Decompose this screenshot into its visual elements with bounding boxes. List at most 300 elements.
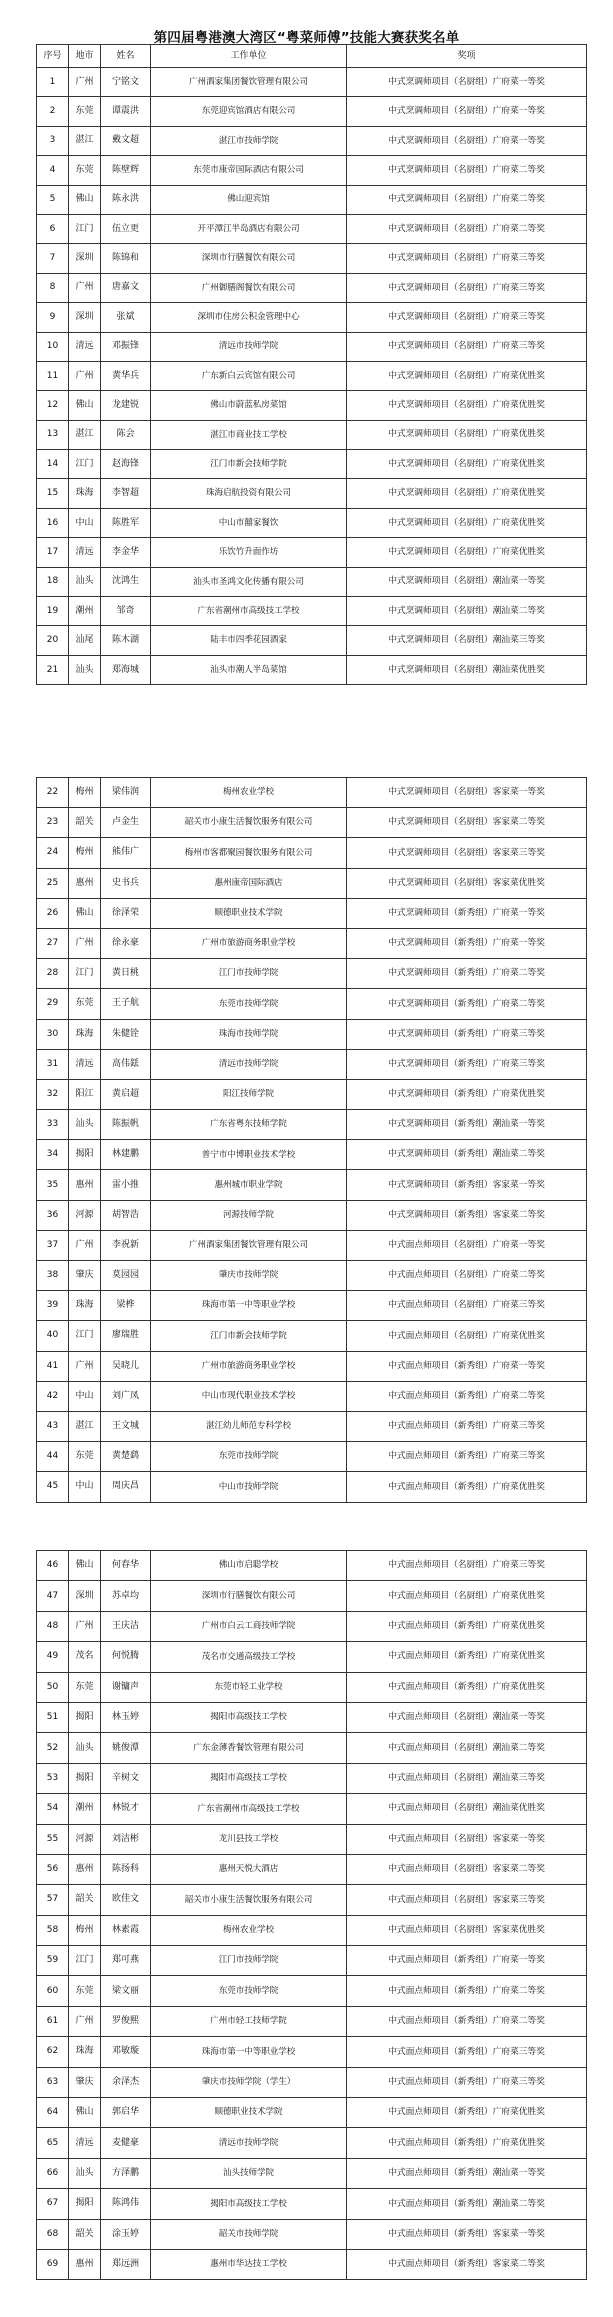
cell-unit: 东莞市技师学院 [151,1976,347,2006]
cell-unit: 惠州市华达技工学校 [151,2249,347,2279]
cell-award: 中式烹调师项目（名厨组）广府菜二等奖 [347,185,587,214]
cell-no: 56 [37,1854,69,1884]
cell-unit: 东莞市轻工业学校 [151,1672,347,1702]
cell-unit: 肇庆市技师学院（学生） [151,2067,347,2097]
cell-city: 梅州 [69,1915,101,1945]
cell-unit: 东莞市技师学院 [151,989,347,1019]
cell-unit: 惠州城市职业学院 [151,1170,347,1200]
cell-name: 欧佳文 [101,1885,151,1915]
cell-no: 19 [37,597,69,626]
table-row [37,1976,587,2006]
cell-unit: 深圳市住房公积金管理中心 [151,303,347,332]
cell-city: 潮州 [69,1794,101,1824]
table-row [37,567,587,596]
cell-name: 郑远洲 [101,2249,151,2279]
table-row [37,391,587,420]
table-row [37,450,587,479]
cell-name: 姚俊潭 [101,1733,151,1763]
cell-award: 中式烹调师项目（新秀组）广府菜三等奖 [347,1019,587,1049]
cell-no: 63 [37,2067,69,2097]
cell-unit: 东莞市康帝国际酒店有限公司 [151,156,347,185]
cell-city: 梅州 [69,778,101,808]
cell-name: 雷小推 [101,1170,151,1200]
cell-award: 中式烹调师项目（名厨组）广府菜三等奖 [347,244,587,273]
cell-award: 中式面点师项目（名厨组）广府菜优胜奖 [347,1581,587,1611]
cell-unit: 江门市技师学院 [151,1946,347,1976]
cell-city: 惠州 [69,1170,101,1200]
cell-name: 赵海锋 [101,450,151,479]
cell-no: 48 [37,1611,69,1641]
header-city: 地市 [69,45,101,68]
cell-city: 肇庆 [69,2067,101,2097]
cell-no: 22 [37,778,69,808]
cell-unit: 佛山迎宾馆 [151,185,347,214]
cell-name: 胡智浩 [101,1200,151,1230]
cell-no: 61 [37,2006,69,2036]
cell-award: 中式面点师项目（新秀组）广府菜优胜奖 [347,1672,587,1702]
table-row [37,959,587,989]
cell-award: 中式烹调师项目（名厨组）广府菜优胜奖 [347,508,587,537]
cell-name: 李祝新 [101,1230,151,1260]
table-row [37,2189,587,2219]
cell-no: 20 [37,626,69,655]
cell-award: 中式烹调师项目（新秀组）客家菜二等奖 [347,1200,587,1230]
cell-city: 湛江 [69,420,101,449]
table-row [37,838,587,868]
cell-unit: 阳江技师学院 [151,1079,347,1109]
cell-award: 中式面点师项目（名厨组）广府菜三等奖 [347,1551,587,1581]
cell-no: 13 [37,420,69,449]
cell-award: 中式烹调师项目（名厨组）广府菜三等奖 [347,332,587,361]
cell-name: 余泽杰 [101,2067,151,2097]
cell-unit: 广东省潮州市高级技工学校 [151,1794,347,1824]
cell-name: 陈木湖 [101,626,151,655]
table-row [37,808,587,838]
cell-award: 中式烹调师项目（名厨组）广府菜优胜奖 [347,479,587,508]
cell-unit: 湛江市技师学院 [151,126,347,155]
cell-city: 揭阳 [69,1702,101,1732]
table-row [37,97,587,126]
award-table-page-1 [36,44,587,685]
cell-city: 汕头 [69,1733,101,1763]
cell-name: 谭震洪 [101,97,151,126]
cell-award: 中式面点师项目（新秀组）广府菜三等奖 [347,1442,587,1472]
cell-award: 中式面点师项目（新秀组）客家菜一等奖 [347,2219,587,2249]
cell-no: 6 [37,214,69,243]
cell-unit: 韶关市技师学院 [151,2219,347,2249]
cell-award: 中式烹调师项目（名厨组）广府菜优胜奖 [347,391,587,420]
cell-unit: 韶关市小康生活餐饮服务有限公司 [151,1885,347,1915]
cell-no: 33 [37,1110,69,1140]
table-row [37,361,587,390]
cell-city: 湛江 [69,126,101,155]
cell-no: 27 [37,928,69,958]
cell-name: 陈振帆 [101,1110,151,1140]
cell-name: 李金华 [101,538,151,567]
cell-no: 15 [37,479,69,508]
cell-name: 涂玉婷 [101,2219,151,2249]
cell-city: 韶关 [69,808,101,838]
cell-no: 14 [37,450,69,479]
table-row [37,1140,587,1170]
cell-award: 中式面点师项目（新秀组）广府菜优胜奖 [347,2128,587,2158]
cell-city: 汕尾 [69,626,101,655]
cell-award: 中式面点师项目（新秀组）广府菜优胜奖 [347,1642,587,1672]
cell-city: 汕头 [69,2158,101,2188]
cell-name: 林锐才 [101,1794,151,1824]
table-row [37,597,587,626]
cell-unit: 江门市新会技师学院 [151,1321,347,1351]
table-row [37,538,587,567]
cell-unit: 梅州农业学校 [151,778,347,808]
table-row [37,1611,587,1641]
cell-award: 中式烹调师项目（新秀组）广府菜二等奖 [347,959,587,989]
cell-award: 中式面点师项目（名厨组）潮汕菜三等奖 [347,1763,587,1793]
cell-no: 21 [37,655,69,684]
cell-no: 39 [37,1291,69,1321]
cell-no: 67 [37,2189,69,2219]
cell-unit: 乐饮竹升面作坊 [151,538,347,567]
cell-no: 62 [37,2037,69,2067]
table-row [37,1110,587,1140]
cell-award: 中式面点师项目（新秀组）广府菜三等奖 [347,2037,587,2067]
table-row [37,928,587,958]
cell-no: 11 [37,361,69,390]
cell-award: 中式面点师项目（新秀组）广府菜二等奖 [347,1976,587,2006]
cell-no: 46 [37,1551,69,1581]
table-row [37,1581,587,1611]
cell-name: 麦健豪 [101,2128,151,2158]
table-row [37,1946,587,1976]
cell-name: 郑海城 [101,655,151,684]
cell-award: 中式面点师项目（新秀组）广府菜二等奖 [347,1381,587,1411]
cell-name: 吴晓儿 [101,1351,151,1381]
table-row [37,420,587,449]
cell-city: 江门 [69,214,101,243]
table-row [37,1079,587,1109]
cell-award: 中式面点师项目（新秀组）客家菜二等奖 [347,2249,587,2279]
cell-name: 邓振锋 [101,332,151,361]
cell-city: 佛山 [69,185,101,214]
cell-award: 中式烹调师项目（名厨组）广府菜一等奖 [347,126,587,155]
table-row [37,1763,587,1793]
cell-award: 中式烹调师项目（新秀组）潮汕菜一等奖 [347,1110,587,1140]
table-row [37,989,587,1019]
table-header-row [37,45,587,68]
table-row [37,898,587,928]
cell-city: 清远 [69,538,101,567]
cell-name: 史书兵 [101,868,151,898]
table-row [37,126,587,155]
cell-name: 郭启华 [101,2098,151,2128]
cell-no: 50 [37,1672,69,1702]
cell-name: 沈鸿生 [101,567,151,596]
cell-name: 伍立更 [101,214,151,243]
cell-city: 佛山 [69,898,101,928]
cell-city: 广州 [69,273,101,302]
table-row [37,2158,587,2188]
table-row [37,273,587,302]
cell-unit: 清远市技师学院 [151,1049,347,1079]
cell-award: 中式烹调师项目（新秀组）广府菜优胜奖 [347,1079,587,1109]
table-row [37,1442,587,1472]
cell-award: 中式烹调师项目（名厨组）客家菜三等奖 [347,838,587,868]
cell-city: 佛山 [69,2098,101,2128]
cell-city: 中山 [69,1472,101,1502]
cell-city: 江门 [69,1946,101,1976]
cell-unit: 揭阳市高级技工学校 [151,1763,347,1793]
cell-name: 黄华兵 [101,361,151,390]
cell-name: 卢金生 [101,808,151,838]
cell-unit: 茂名市交通高级技工学校 [151,1642,347,1672]
cell-name: 郑可燕 [101,1946,151,1976]
cell-no: 42 [37,1381,69,1411]
cell-unit: 江门市新会技师学院 [151,450,347,479]
cell-city: 珠海 [69,1291,101,1321]
cell-name: 张斌 [101,303,151,332]
cell-award: 中式面点师项目（新秀组）广府菜二等奖 [347,2006,587,2036]
cell-award: 中式烹调师项目（新秀组）广府菜一等奖 [347,898,587,928]
cell-no: 24 [37,838,69,868]
cell-no: 68 [37,2219,69,2249]
cell-city: 汕头 [69,1110,101,1140]
cell-city: 揭阳 [69,1140,101,1170]
header-no: 序号 [37,45,69,68]
cell-no: 51 [37,1702,69,1732]
cell-city: 深圳 [69,1581,101,1611]
cell-unit: 深圳市行膳餐饮有限公司 [151,244,347,273]
cell-name: 王子航 [101,989,151,1019]
cell-no: 45 [37,1472,69,1502]
cell-award: 中式烹调师项目（名厨组）广府菜优胜奖 [347,420,587,449]
cell-award: 中式面点师项目（名厨组）潮汕菜优胜奖 [347,1794,587,1824]
table-row [37,156,587,185]
cell-name: 邹奇 [101,597,151,626]
cell-no: 66 [37,2158,69,2188]
table-row [37,1672,587,1702]
cell-award: 中式烹调师项目（名厨组）广府菜二等奖 [347,214,587,243]
cell-unit: 梅州市客都聚园餐饮服务有限公司 [151,838,347,868]
cell-name: 莫园园 [101,1261,151,1291]
cell-city: 广州 [69,68,101,97]
cell-no: 9 [37,303,69,332]
cell-name: 陈锦和 [101,244,151,273]
cell-unit: 广东新白云宾馆有限公司 [151,361,347,390]
table-row [37,1261,587,1291]
cell-no: 44 [37,1442,69,1472]
cell-name: 戴文超 [101,126,151,155]
cell-unit: 揭阳市高级技工学校 [151,1702,347,1732]
table-row [37,1472,587,1502]
table-row [37,508,587,537]
cell-city: 佛山 [69,1551,101,1581]
cell-city: 惠州 [69,2249,101,2279]
cell-unit: 珠海启航投资有限公司 [151,479,347,508]
cell-award: 中式面点师项目（新秀组）潮汕菜一等奖 [347,2158,587,2188]
cell-name: 黄日桃 [101,959,151,989]
cell-unit: 广州市旅游商务职业学校 [151,928,347,958]
cell-name: 陈壁辉 [101,156,151,185]
header-award: 奖项 [347,45,587,68]
cell-award: 中式烹调师项目（名厨组）潮汕菜三等奖 [347,626,587,655]
cell-no: 34 [37,1140,69,1170]
cell-award: 中式烹调师项目（名厨组）潮汕菜优胜奖 [347,655,587,684]
cell-award: 中式面点师项目（新秀组）广府菜三等奖 [347,2067,587,2097]
cell-unit: 中山市技师学院 [151,1472,347,1502]
table-row [37,2037,587,2067]
cell-city: 东莞 [69,1442,101,1472]
cell-name: 龙建锐 [101,391,151,420]
table-row [37,1794,587,1824]
award-table-page-3 [36,1550,587,2280]
cell-city: 茂名 [69,1642,101,1672]
cell-no: 59 [37,1946,69,1976]
cell-city: 湛江 [69,1411,101,1441]
cell-unit: 佛山市启聪学校 [151,1551,347,1581]
cell-award: 中式面点师项目（新秀组）广府菜三等奖 [347,1411,587,1441]
cell-city: 清远 [69,1049,101,1079]
cell-unit: 珠海市第一中等职业学校 [151,2037,347,2067]
cell-city: 河源 [69,1824,101,1854]
cell-name: 方泽鹏 [101,2158,151,2188]
cell-no: 49 [37,1642,69,1672]
table-row [37,2067,587,2097]
cell-no: 2 [37,97,69,126]
cell-award: 中式烹调师项目（名厨组）广府菜三等奖 [347,303,587,332]
cell-city: 佛山 [69,391,101,420]
cell-award: 中式面点师项目（名厨组）广府菜二等奖 [347,1261,587,1291]
cell-unit: 湛江市商业技工学校 [151,420,347,449]
cell-award: 中式面点师项目（新秀组）潮汕菜二等奖 [347,2189,587,2219]
cell-unit: 广州酒家集团餐饮管理有限公司 [151,68,347,97]
cell-city: 东莞 [69,97,101,126]
cell-unit: 广州御膳阁餐饮有限公司 [151,273,347,302]
cell-unit: 广东省粤东技师学院 [151,1110,347,1140]
cell-unit: 佛山市蔚蓝私房菜馆 [151,391,347,420]
cell-city: 珠海 [69,1019,101,1049]
cell-unit: 汕头市圣鸿文化传播有限公司 [151,567,347,596]
cell-city: 广州 [69,928,101,958]
cell-unit: 汕头市潮人半岛菜馆 [151,655,347,684]
cell-city: 广州 [69,361,101,390]
cell-unit: 广州酒家集团餐饮管理有限公司 [151,1230,347,1260]
cell-award: 中式面点师项目（名厨组）潮汕菜二等奖 [347,1733,587,1763]
cell-name: 王文城 [101,1411,151,1441]
cell-name: 陈鸿伟 [101,2189,151,2219]
table-row [37,2098,587,2128]
cell-award: 中式面点师项目（新秀组）广府菜优胜奖 [347,2098,587,2128]
table-row [37,1702,587,1732]
cell-city: 梅州 [69,838,101,868]
cell-name: 梁桦 [101,1291,151,1321]
cell-unit: 清远市技师学院 [151,2128,347,2158]
cell-unit: 清远市技师学院 [151,332,347,361]
header-name: 姓名 [101,45,151,68]
cell-city: 清远 [69,2128,101,2158]
cell-city: 东莞 [69,1672,101,1702]
cell-name: 陈胜军 [101,508,151,537]
cell-city: 韶关 [69,1885,101,1915]
cell-no: 32 [37,1079,69,1109]
cell-award: 中式烹调师项目（新秀组）广府菜一等奖 [347,928,587,958]
cell-no: 18 [37,567,69,596]
cell-award: 中式烹调师项目（新秀组）广府菜二等奖 [347,989,587,1019]
cell-city: 珠海 [69,2037,101,2067]
cell-unit: 河源技师学院 [151,1200,347,1230]
table-row [37,303,587,332]
cell-unit: 梅州农业学校 [151,1915,347,1945]
cell-city: 汕头 [69,567,101,596]
cell-award: 中式面点师项目（新秀组）广府菜优胜奖 [347,1611,587,1641]
cell-no: 30 [37,1019,69,1049]
cell-award: 中式烹调师项目（新秀组）广府菜三等奖 [347,1049,587,1079]
table-row [37,2249,587,2279]
cell-unit: 江门市技师学院 [151,959,347,989]
table-row [37,1411,587,1441]
cell-no: 36 [37,1200,69,1230]
cell-city: 惠州 [69,868,101,898]
cell-name: 林素霞 [101,1915,151,1945]
cell-name: 林玉婷 [101,1702,151,1732]
table-row [37,1351,587,1381]
cell-award: 中式面点师项目（名厨组）广府菜一等奖 [347,1230,587,1260]
cell-name: 王庆洁 [101,1611,151,1641]
cell-no: 5 [37,185,69,214]
table-row [37,1321,587,1351]
cell-unit: 中山市现代职业技术学校 [151,1381,347,1411]
cell-unit: 汕头技师学院 [151,2158,347,2188]
table-row [37,1733,587,1763]
cell-no: 54 [37,1794,69,1824]
cell-award: 中式面点师项目（新秀组）广府菜一等奖 [347,1351,587,1381]
cell-name: 邓敏璇 [101,2037,151,2067]
cell-unit: 龙川县技工学校 [151,1824,347,1854]
cell-city: 珠海 [69,479,101,508]
cell-name: 李智超 [101,479,151,508]
cell-unit: 东莞迎宾馆酒店有限公司 [151,97,347,126]
cell-unit: 珠海市第一中等职业学校 [151,1291,347,1321]
cell-unit: 普宁市中博职业技术学校 [151,1140,347,1170]
cell-city: 东莞 [69,989,101,1019]
table-row [37,1019,587,1049]
cell-name: 熊伟广 [101,838,151,868]
cell-no: 12 [37,391,69,420]
cell-award: 中式面点师项目（名厨组）广府菜优胜奖 [347,1321,587,1351]
cell-unit: 陆丰市四季花园酒家 [151,626,347,655]
cell-no: 7 [37,244,69,273]
cell-city: 肇庆 [69,1261,101,1291]
cell-award: 中式面点师项目（名厨组）客家菜三等奖 [347,1885,587,1915]
cell-unit: 广东省潮州市高级技工学校 [151,597,347,626]
cell-city: 深圳 [69,303,101,332]
cell-name: 谢镛声 [101,1672,151,1702]
cell-award: 中式烹调师项目（名厨组）广府菜三等奖 [347,273,587,302]
cell-name: 刘洁彬 [101,1824,151,1854]
cell-no: 10 [37,332,69,361]
cell-city: 江门 [69,959,101,989]
cell-city: 深圳 [69,244,101,273]
table-row [37,214,587,243]
cell-no: 26 [37,898,69,928]
cell-no: 58 [37,1915,69,1945]
cell-no: 37 [37,1230,69,1260]
table-row [37,1915,587,1945]
cell-award: 中式烹调师项目（名厨组）广府菜二等奖 [347,156,587,185]
cell-city: 揭阳 [69,1763,101,1793]
cell-unit: 东莞市技师学院 [151,1442,347,1472]
cell-award: 中式面点师项目（名厨组）客家菜一等奖 [347,1824,587,1854]
cell-no: 3 [37,126,69,155]
